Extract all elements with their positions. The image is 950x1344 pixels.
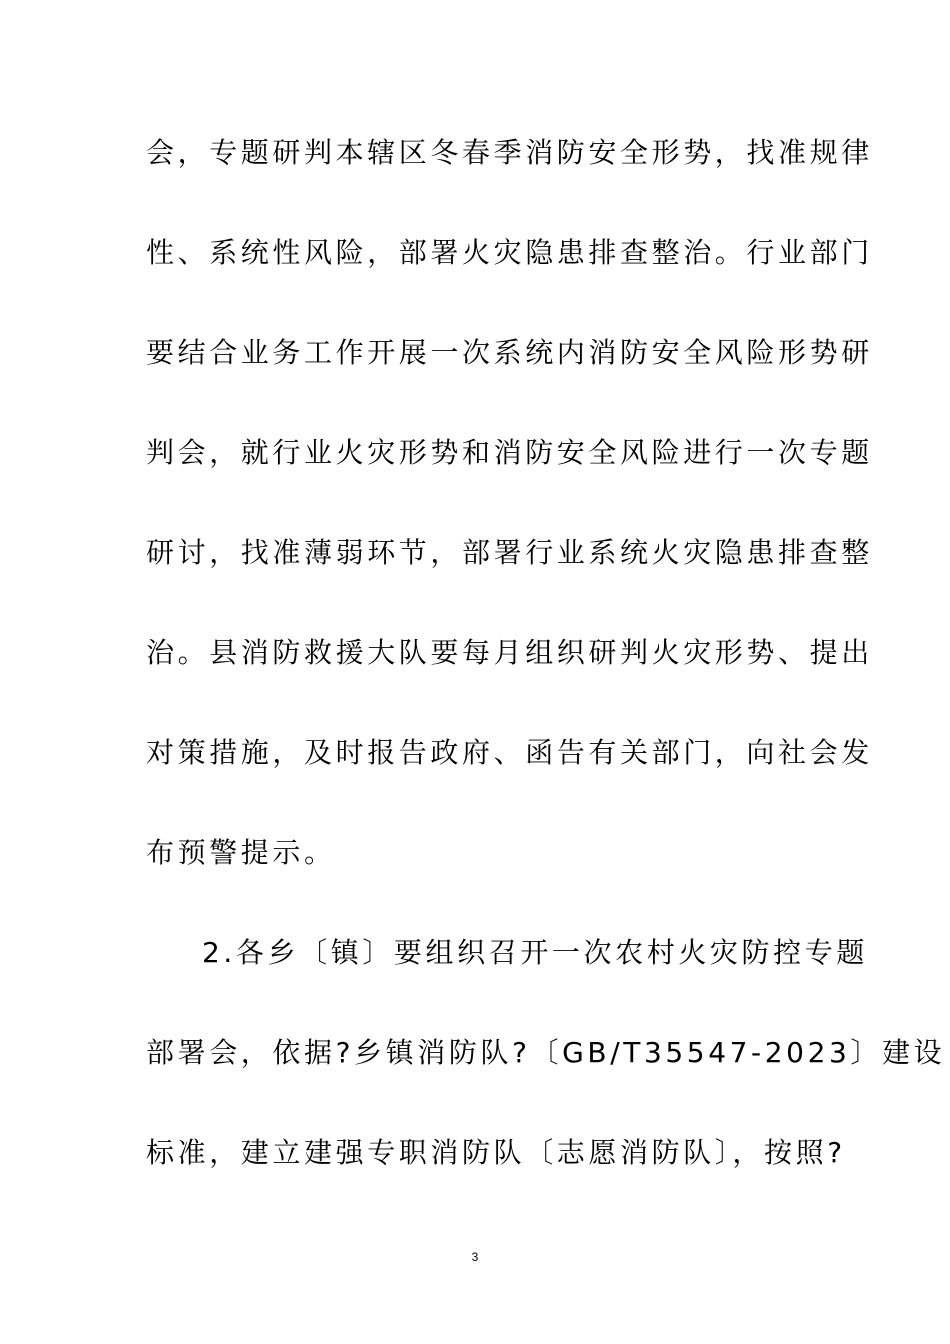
text-line: 要结合业务工作开展一次系统内消防安全风险形势研 (146, 336, 873, 369)
text-line: 性、系统性风险，部署火灾隐患排查整治。行业部门 (146, 236, 873, 269)
paragraph-start-line: 2.各乡〔镇〕要组织召开一次农村火灾防控专题 (202, 936, 868, 969)
text-line: 布预警提示。 (146, 836, 336, 869)
text-line: 标准，建立建强专职消防队〔志愿消防队〕，按照? (146, 1136, 846, 1169)
page-number: 3 (471, 1250, 479, 1264)
body-text (146, 128, 946, 1228)
text-line: 部署会，依据?乡镇消防队?〔GB/T35547-2023〕建设 (146, 1036, 946, 1069)
text-line: 判会，就行业火灾形势和消防安全风险进行一次专题 (146, 436, 873, 469)
text-line: 治。县消防救援大队要每月组织研判火灾形势、提出 (146, 636, 873, 669)
text-line: 研讨，找准薄弱环节，部署行业系统火灾隐患排查整 (146, 536, 873, 569)
text-line: 会，专题研判本辖区冬春季消防安全形势，找准规律 (146, 136, 873, 169)
text-line: 对策措施，及时报告政府、函告有关部门，向社会发 (146, 736, 873, 769)
